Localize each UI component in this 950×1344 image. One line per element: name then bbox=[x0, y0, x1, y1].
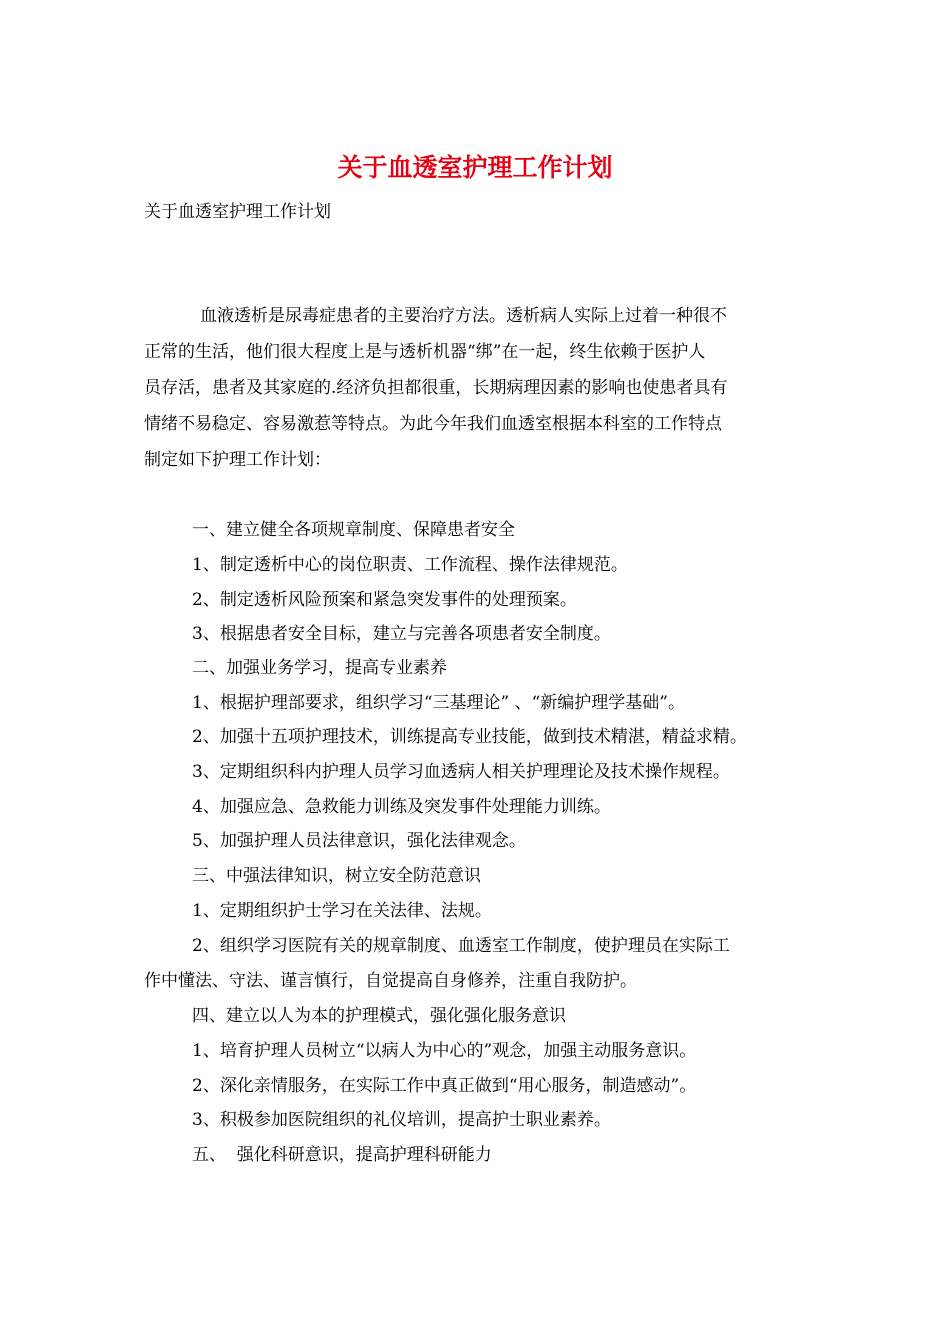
section-heading: 五、 强化科研意识，提高护理科研能力 bbox=[192, 1145, 492, 1165]
list-item-continuation: 作中懂法、守法、谨言慎行，自觉提高自身修养，注重自我防护。 bbox=[144, 971, 637, 991]
intro-line: 血液透析是尿毒症患者的主要治疗方法。透析病人实际上过着一种很不 bbox=[200, 306, 727, 326]
list-item: 5、加强护理人员法律意识，强化法律观念。 bbox=[192, 831, 526, 851]
list-item: 3、定期组织科内护理人员学习血透病人相关护理理论及技术操作规程。 bbox=[192, 762, 730, 782]
list-item: 1、定期组织护士学习在关法律、法规。 bbox=[192, 901, 492, 921]
list-item: 2、加强十五项护理技术，训练提高专业技能，做到技术精湛，精益求精。 bbox=[192, 727, 747, 747]
document-subtitle: 关于血透室护理工作计划 bbox=[144, 202, 331, 222]
section-heading: 三、中强法律知识，树立安全防范意识 bbox=[192, 866, 481, 886]
list-item: 2、制定透析风险预案和紧急突发事件的处理预案。 bbox=[192, 590, 577, 610]
section-heading: 二、加强业务学习，提高专业素养 bbox=[192, 658, 447, 678]
list-item: 1、根据护理部要求，组织学习“三基理论” 、“新编护理学基础”。 bbox=[192, 693, 685, 713]
section-heading: 四、建立以人为本的护理模式，强化强化服务意识 bbox=[192, 1006, 566, 1026]
list-item: 2、深化亲情服务，在实际工作中真正做到“用心服务，制造感动”。 bbox=[192, 1076, 697, 1096]
intro-line: 员存活，患者及其家庭的.经济负担都很重，长期病理因素的影响也使患者具有 bbox=[144, 378, 728, 398]
intro-line: 情绪不易稳定、容易激惹等特点。为此今年我们血透室根据本科室的工作特点 bbox=[144, 414, 722, 434]
list-item: 4、加强应急、急救能力训练及突发事件处理能力训练。 bbox=[192, 797, 611, 817]
intro-line: 正常的生活，他们很大程度上是与透析机器“绑”在一起，终生依赖于医护人 bbox=[144, 342, 706, 362]
section-heading: 一、建立健全各项规章制度、保障患者安全 bbox=[192, 520, 515, 540]
list-item: 1、制定透析中心的岗位职责、工作流程、操作法律规范。 bbox=[192, 555, 628, 575]
list-item: 1、培育护理人员树立“以病人为中心的”观念，加强主动服务意识。 bbox=[192, 1041, 697, 1061]
intro-line: 制定如下护理工作计划： bbox=[144, 450, 331, 470]
document-title: 关于血透室护理工作计划 bbox=[337, 153, 613, 182]
list-item: 3、积极参加医院组织的礼仪培训，提高护士职业素养。 bbox=[192, 1110, 611, 1130]
intro-paragraph bbox=[144, 298, 806, 478]
list-item: 3、根据患者安全目标，建立与完善各项患者安全制度。 bbox=[192, 624, 611, 644]
list-item: 2、组织学习医院有关的规章制度、血透室工作制度，使护理员在实际工 bbox=[192, 936, 730, 956]
